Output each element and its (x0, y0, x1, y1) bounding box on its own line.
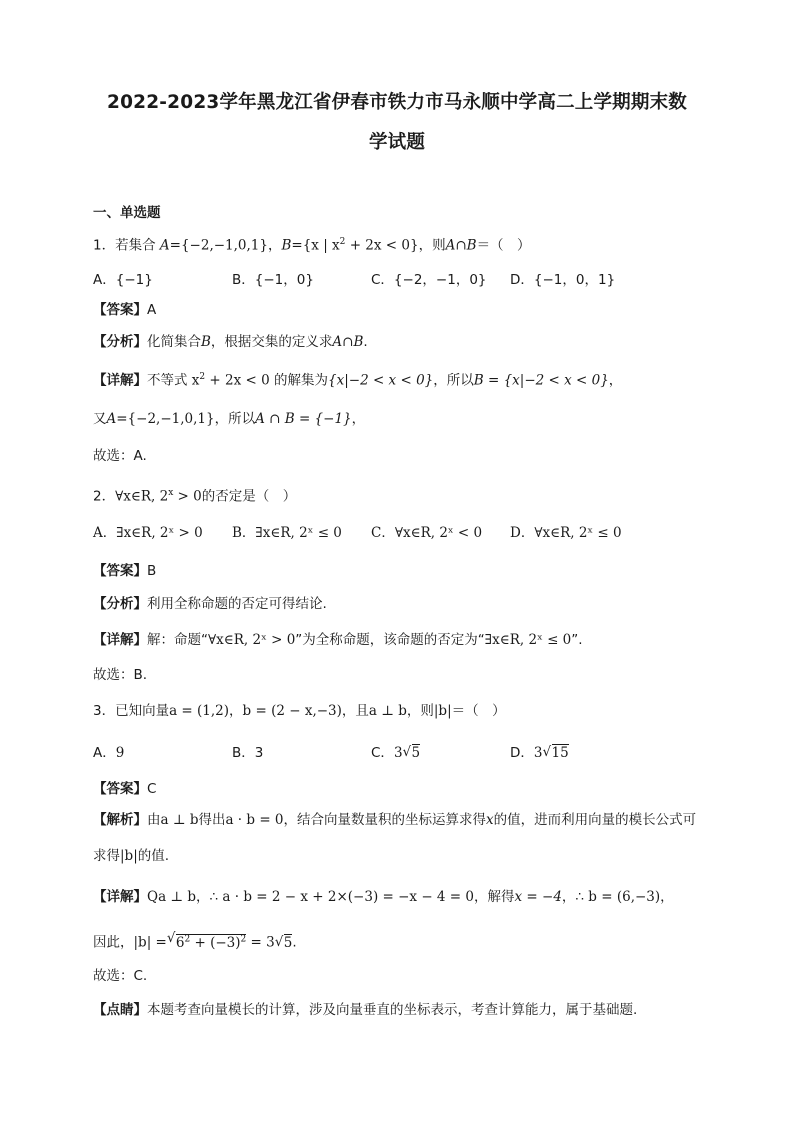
q1-stem: 1．若集合 A={−2,−1,0,1}，B={x | $x^2 + 2x < 0$}，则A∩B＝（ ） (93, 237, 531, 254)
document-title-line-1: 2022-2023学年黑龙江省伊春市铁力市马永顺中学高二上学期期末数 (107, 92, 687, 113)
q1-detail-line-2: 又A={−2,−1,0,1}，所以A ∩ B = {−1}， (93, 411, 366, 427)
sqrt-symbol: √ 5 (275, 934, 293, 952)
q3-choose: 故选：C. (93, 968, 148, 984)
sqrt-symbol: √ 5 (403, 744, 421, 762)
q1-detail-line-1: 【详解】不等式 $x^2 + 2x < 0$ 的解集为{x|−2 < x < 0}，所以B = {x|−2 < x < 0}， (93, 372, 623, 389)
sqrt-symbol: √ $6^2 + (-3)^2$ (167, 930, 246, 952)
q3-detail-line-2: 因此，|b| =√ $6^2 + (-3)^2 = 3√$ 5. (93, 930, 297, 952)
q3-detail-line-1: 【详解】Qa ⊥ b，∴ a · b = 2 − x + 2×(−3) = −x − 4 = 0，解得x = −4，∴ b = (6,−3)， (93, 889, 674, 905)
q2-analysis: 【分析】利用全称命题的否定可得结论. (93, 596, 327, 612)
q1-option-d: D．{−1，0，1} (510, 272, 616, 288)
q3-analysis-line-1: 【解析】由a ⊥ b得出a · b = 0，结合向量数量积的坐标运算求得x的值，进而利用向量的模长公式可 (93, 812, 697, 828)
q3-option-d: D．3√ 15 (510, 744, 569, 762)
q2-option-c: C．∀x∈R, 2ˣ < 0 (371, 525, 483, 541)
q2-detail: 【详解】解：命题“∀x∈R, 2ˣ > 0”为全称命题，该命题的否定为“∃x∈R, 2ˣ ≤ 0”. (93, 632, 583, 648)
q3-stem: 3．已知向量a = (1,2)，b = (2 − x,−3)，且a ⊥ b，则|b|＝（ ） (93, 703, 506, 719)
q3-answer: 【答案】C (93, 781, 157, 797)
q3-option-b: B．3 (232, 745, 264, 761)
q2-option-d: D．∀x∈R, 2ˣ ≤ 0 (510, 525, 622, 541)
q3-analysis-line-2: 求得|b|的值. (93, 848, 170, 864)
q1-choose: 故选：A. (93, 448, 147, 464)
q2-option-a: A．∃x∈R, 2ˣ > 0 (93, 525, 203, 541)
q1-analysis: 【分析】化简集合B，根据交集的定义求A∩B. (93, 334, 368, 350)
q3-comment: 【点睛】本题考查向量模长的计算，涉及向量垂直的坐标表示，考查计算能力，属于基础题. (93, 1002, 638, 1018)
q3-option-a: A．9 (93, 745, 125, 761)
sqrt-symbol: √ 15 (543, 744, 569, 762)
q1-answer: 【答案】A (93, 302, 157, 318)
q2-choose: 故选：B. (93, 667, 148, 683)
q2-answer: 【答案】B (93, 563, 157, 579)
q2-stem: 2．∀x∈R, $2^x > 0$的否定是（ ） (93, 488, 297, 505)
document-title-line-2: 学试题 (368, 132, 426, 153)
section-heading: 一、单选题 (93, 205, 161, 221)
q1-option-c: C．{−2，−1，0} (371, 272, 487, 288)
q1-option-a: A．{−1} (93, 272, 153, 288)
q3-option-c: C．3√ 5 (371, 744, 420, 762)
q1-option-b: B．{−1，0} (232, 272, 314, 288)
q2-option-b: B．∃x∈R, 2ˣ ≤ 0 (232, 525, 342, 541)
